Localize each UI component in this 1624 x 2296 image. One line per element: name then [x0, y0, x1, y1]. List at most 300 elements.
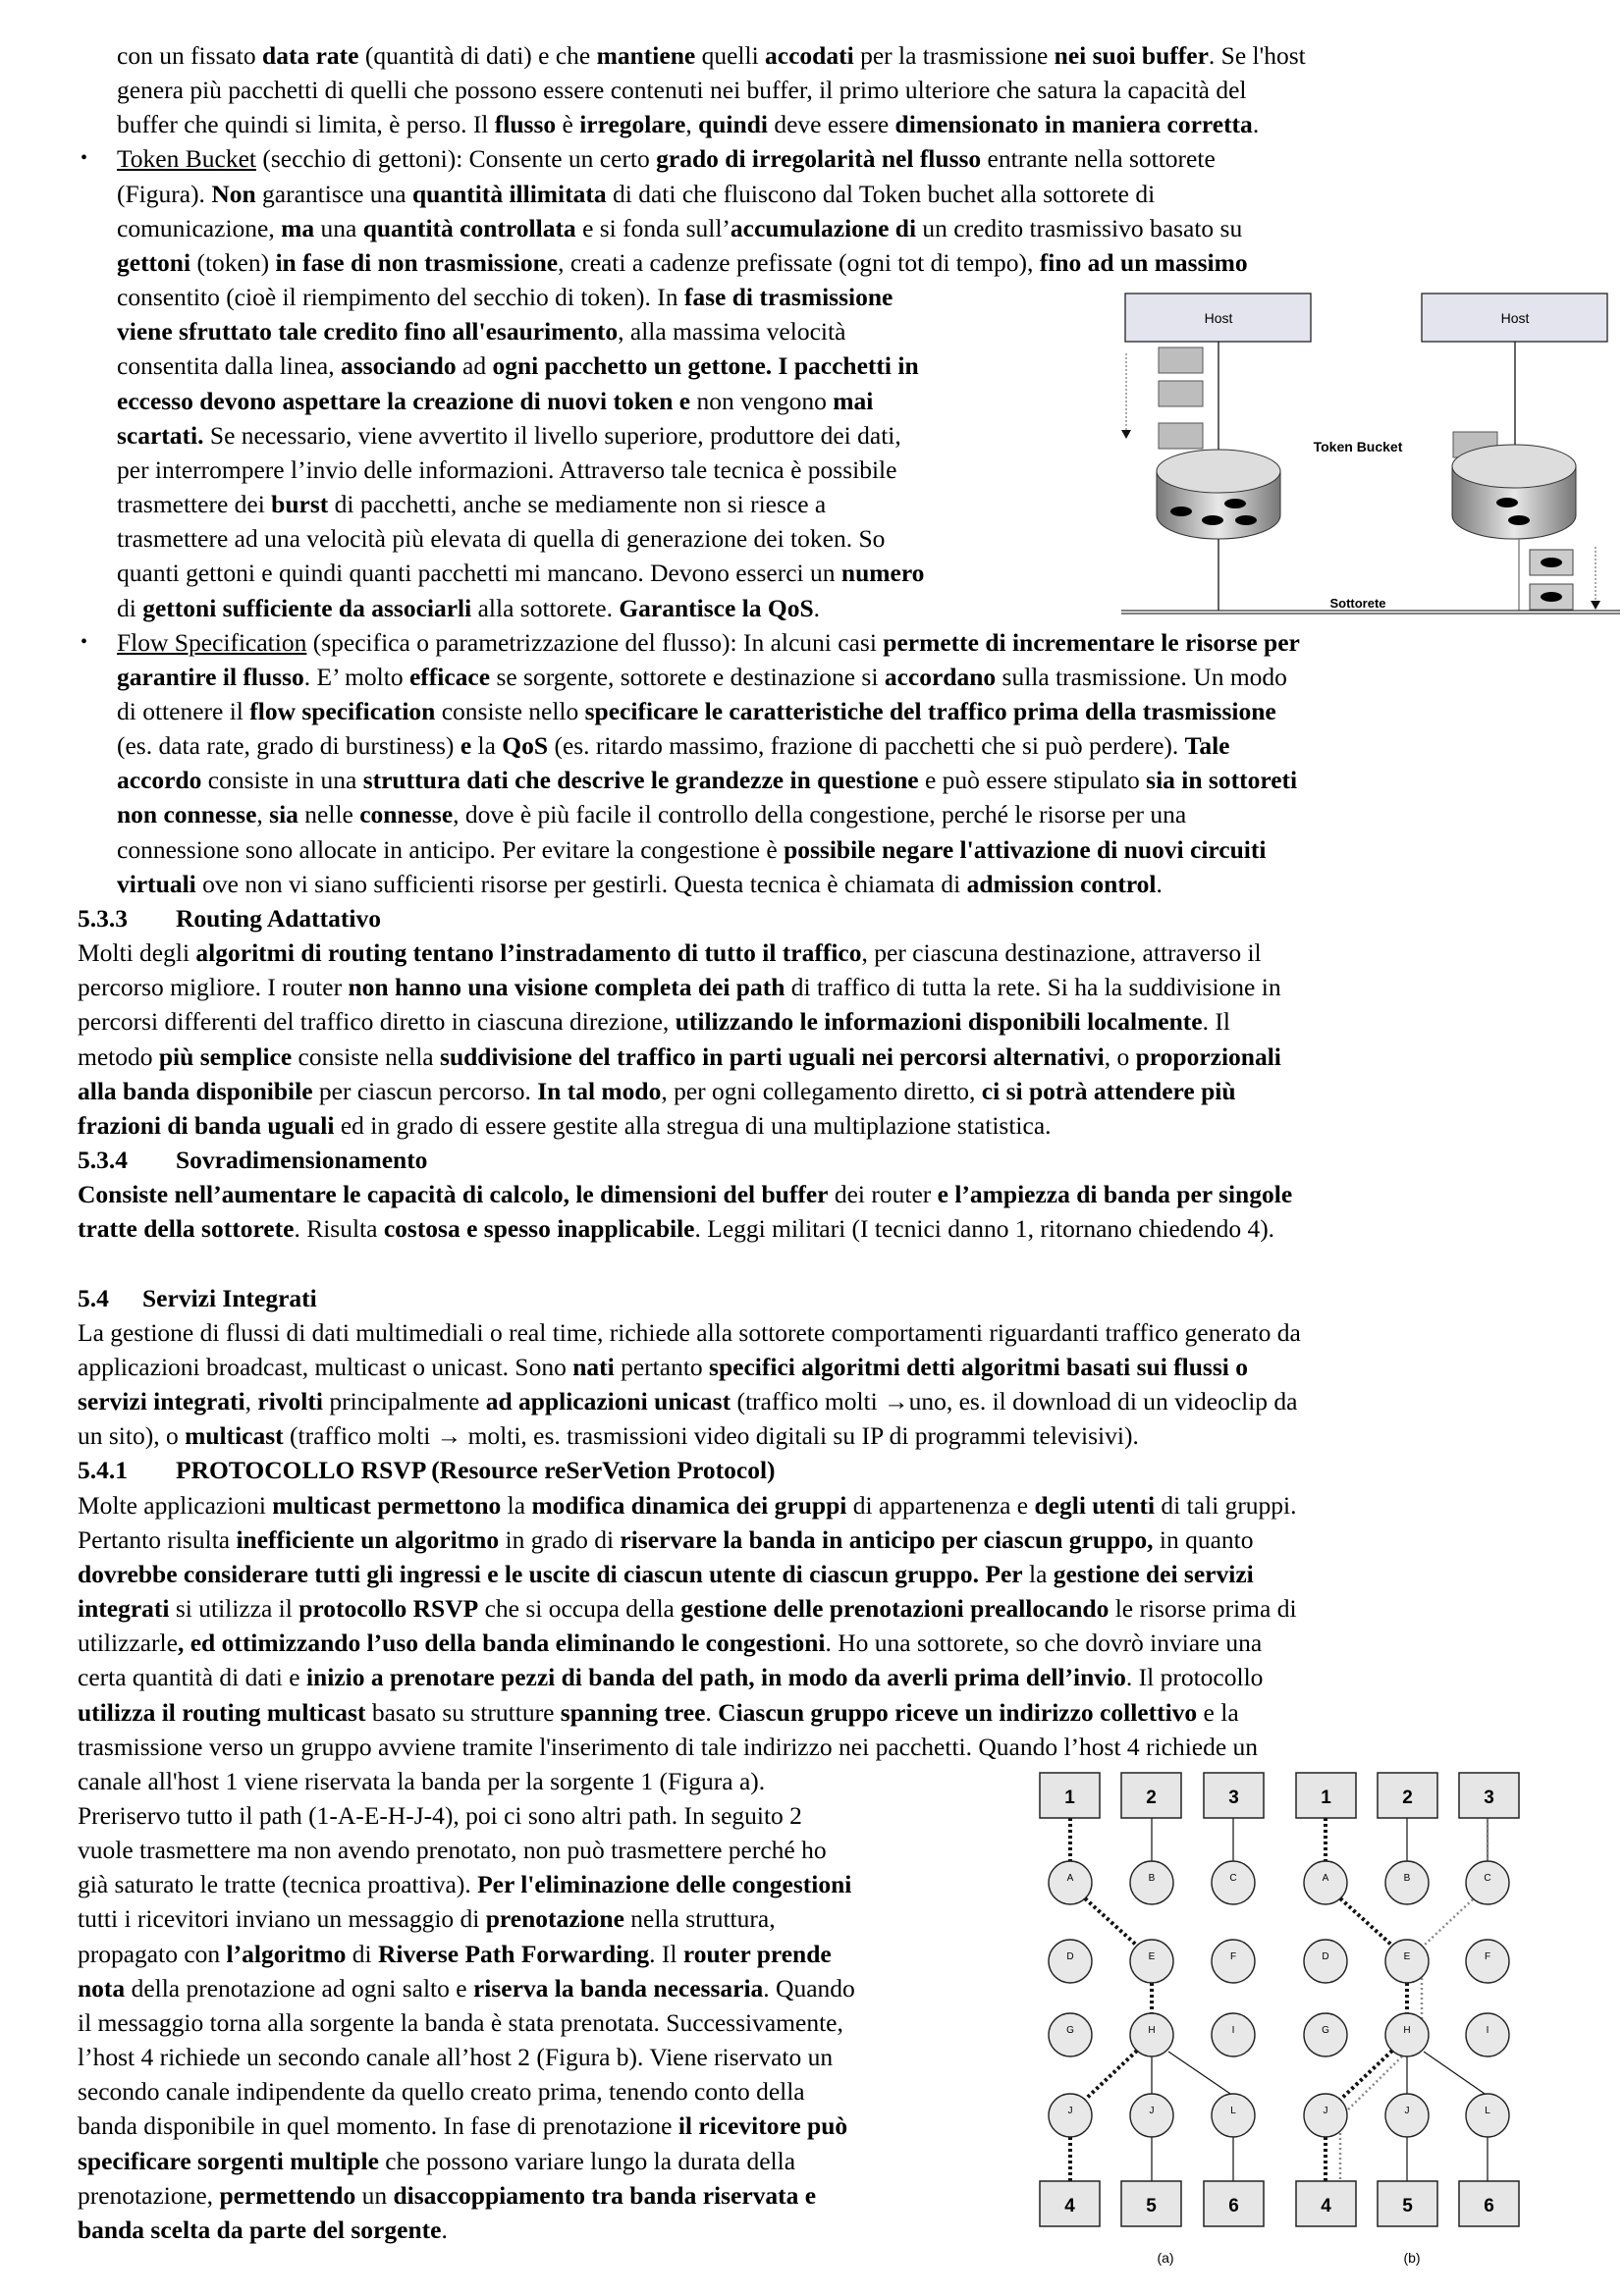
bold-text: inizio a prenotare pezzi di banda del path, in modo da averli prima dell’invio [305, 1663, 1126, 1692]
underlined-term: Token Bucket [117, 144, 256, 174]
text-run: è [556, 110, 580, 139]
bold-text: accodati [765, 41, 854, 70]
text-run: vuole trasmettere ma non avendo prenotato, non può trasmettere perché ho [78, 1836, 827, 1865]
section-heading [0, 1453, 1624, 1487]
text-run: trasmissione verso un gruppo avviene tramite l'inserimento di tale indirizzo nei pacchetti. Quando l’host 4 richiede un [78, 1732, 1259, 1761]
text-run: (traffico molti →uno, es. il download di un videoclip da [731, 1387, 1298, 1416]
bold-text: alla banda disponibile [78, 1076, 313, 1105]
text-line [0, 1108, 1624, 1143]
text-run: un credito trasmissivo basato su [916, 213, 1243, 242]
text-line [0, 1695, 1624, 1730]
text-line [0, 38, 1624, 73]
bold-text: il ricevitore può [677, 2111, 848, 2141]
bold-text: Tale [1184, 731, 1230, 761]
text-run: genera più pacchetti di quelli che possono essere contenuti nei buffer, il primo ulteriore che satura la capacità del [117, 76, 1247, 105]
bold-text: nati [572, 1352, 615, 1381]
host-label-left: Host [1204, 310, 1233, 326]
text-run: di ottenere il [117, 696, 250, 725]
text-line [0, 177, 1624, 211]
bold-text: irregolare [579, 110, 686, 139]
text-run: quanti gettoni e quindi quanti pacchetti mi mancano. Devono esserci un [117, 559, 841, 588]
text-run: non vengono [690, 386, 834, 415]
bold-text: dimensionato in maniera corretta [894, 110, 1253, 139]
text-run: la [501, 1490, 532, 1520]
router-label: I [1231, 2025, 1235, 2036]
text-line [0, 73, 1624, 107]
text-run: il messaggio torna alla sorgente la banda è stata prenotata. Successivamente, [78, 2007, 843, 2037]
router-label: H [1403, 2025, 1411, 2036]
text-line [0, 935, 1624, 970]
token-bucket-figure [1110, 275, 1624, 628]
bold-text: permettendo [219, 2180, 356, 2210]
router-label: L [1230, 2106, 1236, 2116]
bold-text: gettoni sufficiente da associarli [142, 593, 472, 622]
bold-text: In tal modo [537, 1076, 662, 1105]
text-run: trasmettere ad una velocità più elevata di quella di generazione dei token. So [117, 524, 886, 554]
text-run: La gestione di flussi di dati multimediali o real time, richiede alla sottorete comportamenti riguardanti traffico generato da [78, 1317, 1301, 1347]
text-run: (Figura). [117, 179, 212, 208]
bold-text: accordano [884, 662, 997, 691]
section-number: 5.3.4 [78, 1146, 128, 1174]
text-run: consiste in una [201, 766, 363, 795]
text-run: ed in grado di essere gestite alla stregua di una multiplazione statistica. [334, 1110, 1052, 1140]
source-host-label: 1 [1064, 1788, 1075, 1808]
text-run: tutti i ricevitori inviano un messaggio di [78, 1904, 486, 1934]
bold-text: utilizza il routing multicast [78, 1697, 366, 1727]
text-run: , creati a cadenze prefissate (ogni tot di tempo), [558, 247, 1040, 277]
text-line [0, 763, 1624, 797]
text-run: consiste nella [292, 1041, 441, 1071]
diagram-edge [1085, 2051, 1137, 2100]
bold-text: quantità illimitata [411, 179, 607, 208]
section-title: Servizi Integrati [142, 1283, 317, 1312]
bold-text: dovrebbe considerare tutti gli ingressi e le uscite di ciascun utente di ciascun gruppo. Per [78, 1559, 1023, 1588]
text-run: entrante nella sottorete [981, 144, 1216, 174]
text-run: . Il [1202, 1007, 1230, 1037]
text-run: trasmettere dei [117, 490, 272, 519]
text-run: (es. data rate, grado di burstiness) [117, 731, 460, 761]
text-run: la [471, 731, 503, 761]
text-line [0, 1004, 1624, 1039]
underlined-term: Flow Specification [117, 627, 307, 657]
section-number: 5.3.3 [78, 903, 128, 933]
bold-text: struttura dati che descrive le grandezze in questione [362, 766, 919, 795]
text-line [0, 211, 1624, 245]
text-run: di dati che fluiscono dal Token buchet alla sottorete di [606, 179, 1156, 208]
router-label: H [1148, 2025, 1156, 2036]
bold-text: non hanno una visione completa dei path [348, 973, 785, 1002]
bold-text: ad applicazioni unicast [485, 1387, 731, 1416]
token-bucket-label: Token Bucket [1313, 439, 1403, 454]
bold-text: associando [341, 351, 457, 381]
source-host-label: 3 [1484, 1788, 1494, 1808]
text-line [0, 832, 1624, 867]
bold-text: disaccoppiamento tra banda riservata e [393, 2180, 817, 2210]
text-run: le risorse prima di [1109, 1594, 1297, 1624]
bold-text: Per l'eliminazione delle congestioni [477, 1870, 852, 1899]
router-label: J [1149, 2106, 1155, 2116]
bold-text: Consiste nell’aumentare le capacità di calcolo, le dimensioni del buffer [78, 1180, 829, 1209]
bold-text: , ed ottimizzando l’uso della banda eliminando le congestioni [177, 1629, 826, 1658]
text-run: prenotazione, [78, 2180, 220, 2210]
text-run: , [244, 1387, 258, 1416]
text-line [0, 1384, 1624, 1418]
text-run: , o [1104, 1041, 1136, 1071]
text-run: . E’ molto [303, 662, 409, 691]
text-run: . [1156, 869, 1163, 898]
text-run: ad [456, 351, 493, 381]
text-run: , [685, 110, 699, 139]
text-line [0, 1246, 1624, 1280]
text-line [0, 1350, 1624, 1384]
text-run: (secchio di gettoni): Consente un certo [255, 144, 657, 174]
section-title: Routing Adattativo [176, 903, 381, 933]
diagram-edge [1085, 1898, 1137, 1946]
text-line [0, 1626, 1624, 1660]
text-line [0, 1074, 1624, 1108]
bold-text: multicast [185, 1421, 284, 1451]
source-host-label: 2 [1402, 1788, 1413, 1808]
bucket-right [1452, 445, 1576, 539]
section-heading [0, 1143, 1624, 1177]
bold-text: connesse [359, 800, 454, 829]
bold-text: gettoni [117, 247, 191, 277]
text-run: Se necessario, viene avvertito il livello superiore, produttore dei dati, [203, 420, 901, 450]
text-run: sulla trasmissione. Un modo [996, 662, 1287, 691]
bold-text: flusso [494, 110, 557, 139]
text-run: garantisce una [255, 179, 412, 208]
bold-text: scartati. [117, 420, 204, 450]
bold-text: viene sfruttato tale credito fino all'esaurimento [117, 317, 619, 347]
bold-text: burst [271, 490, 329, 519]
bold-text: quindi [698, 110, 768, 139]
bold-text: numero [840, 559, 925, 588]
bold-text: gestione dei servizi [1053, 1559, 1254, 1588]
bold-text: sia [269, 800, 298, 829]
text-run: ove non vi siano sufficienti risorse per gestirli. Questa tecnica è chiamata di [195, 869, 967, 898]
text-run: canale all'host 1 viene riservata la banda per la sorgente 1 (Figura a). [78, 1766, 766, 1795]
text-run: propagato con [78, 1939, 227, 1968]
bold-text: quantità controllata [362, 213, 576, 242]
bold-text: Garantisce la QoS [619, 593, 814, 622]
packets-right [1530, 550, 1573, 610]
receiver-host-label: 5 [1146, 2196, 1157, 2216]
bold-text: non connesse [117, 800, 257, 829]
text-line [0, 660, 1624, 694]
text-line [0, 1591, 1624, 1626]
text-line [0, 1557, 1624, 1591]
bold-text: ma [281, 213, 315, 242]
bold-text: riservare la banda in anticipo per ciascun gruppo, [620, 1524, 1154, 1554]
text-run: percorsi differenti del traffico diretto in ciascuna direzione, [78, 1007, 676, 1037]
router-label: D [1322, 1951, 1329, 1962]
text-run: di traffico di tutta la rete. Si ha la suddivisione in [785, 973, 1281, 1002]
bold-text: admission control [966, 869, 1157, 898]
text-run: (quantità di dati) e che [358, 41, 597, 70]
text-line [0, 1177, 1624, 1211]
text-line [0, 1418, 1624, 1453]
text-run: della prenotazione ad ogni salto e [125, 1973, 473, 2002]
receiver-host-label: 5 [1402, 2196, 1413, 2216]
text-run: che si occupa della [478, 1594, 681, 1624]
text-run: , per ciascuna destinazione, attraverso il [861, 938, 1262, 968]
bold-text: permette di incrementare le risorse per [883, 627, 1300, 657]
bold-text: frazioni di banda uguali [78, 1110, 335, 1140]
text-line [0, 1660, 1624, 1694]
router-label: L [1485, 2106, 1490, 2116]
router-label: F [1229, 1951, 1237, 1962]
router-label: J [1404, 2106, 1410, 2116]
text-run: . [813, 593, 821, 622]
text-run: una [314, 213, 363, 242]
receiver-host-label: 6 [1484, 2196, 1494, 2216]
router-label: I [1486, 2025, 1489, 2036]
router-label: D [1066, 1951, 1074, 1962]
text-run: di pacchetti, anche se mediamente non si riesce a [328, 490, 827, 519]
text-run: di tali gruppi. [1155, 1490, 1297, 1520]
section-heading [0, 1281, 1624, 1315]
text-line [0, 797, 1624, 831]
text-run: nella struttura, [623, 1904, 776, 1934]
bold-text: servizi integrati [78, 1387, 245, 1416]
text-run: . Il [649, 1939, 683, 1968]
bold-text: in fase di non trasmissione [275, 247, 559, 277]
bold-text: accumulazione di [730, 213, 917, 242]
text-run: consentito (cioè il riempimento del secchio di token). In [117, 283, 684, 312]
text-run: di [346, 1939, 378, 1968]
router-label: A [1322, 1873, 1329, 1884]
text-run: principalmente [322, 1387, 486, 1416]
bold-text: prenotazione [485, 1904, 624, 1934]
bold-text: l’algoritmo [226, 1939, 347, 1968]
diagram-edge [1340, 1898, 1392, 1946]
text-run: Preriservo tutto il path (1-A-E-H-J-4), poi ci sono altri path. In seguito 2 [78, 1800, 802, 1830]
text-run: si utilizza il [169, 1594, 299, 1624]
text-line [0, 694, 1624, 728]
text-run: . Leggi militari (I tecnici danno 1, ritornano chiedendo 4). [694, 1214, 1275, 1244]
bold-text: efficace [408, 662, 491, 691]
bold-text: utilizzando le informazioni disponibili localmente [675, 1007, 1203, 1037]
bold-text: nota [78, 1973, 126, 2002]
bold-text: mai [833, 386, 874, 415]
receiver-host-label: 6 [1228, 2196, 1239, 2216]
bold-text: ogni pacchetto un gettone. I pacchetti in [492, 351, 919, 381]
bold-text: protocollo RSVP [298, 1594, 479, 1624]
bold-text: multicast permettono [272, 1490, 502, 1520]
router-label: F [1484, 1951, 1491, 1962]
bold-text: router prende [682, 1939, 832, 1968]
text-run: deve essere [767, 110, 895, 139]
text-run: . [441, 2215, 448, 2244]
diagram-edge [1168, 2052, 1233, 2096]
text-run: di [117, 593, 143, 622]
bold-text: inefficiente un algoritmo [236, 1524, 500, 1554]
text-run: secondo canale indipendente da quello creato prima, tenendo conto della [78, 2077, 805, 2107]
text-run: per interrompere l’invio delle informazioni. Attraverso tale tecnica è possibile [117, 454, 897, 484]
text-run: (traffico molti → molti, es. trasmissioni video digitali su IP di programmi televisivi). [283, 1421, 1139, 1451]
text-run: utilizzarle [78, 1629, 178, 1658]
text-line [0, 625, 1624, 660]
text-run: dei router [828, 1180, 938, 1209]
text-run: consiste nello [435, 696, 585, 725]
bullet-icon: • [81, 630, 88, 653]
bold-text: Ciascun gruppo riceve un indirizzo collettivo [718, 1697, 1198, 1727]
bold-text: accordo [117, 766, 202, 795]
bold-text: specificare le caratteristiche del traffico prima della trasmissione [584, 696, 1276, 725]
text-run: già saturato le tratte (tecnica proattiva). [78, 1870, 478, 1899]
text-line [0, 1211, 1624, 1246]
bold-text: costosa e spesso inapplicabile [383, 1214, 695, 1244]
source-host-label: 2 [1146, 1788, 1157, 1808]
bold-text: data rate [262, 41, 359, 70]
bold-text: banda scelta da parte del sorgente [78, 2215, 442, 2244]
bold-text: degli utenti [1034, 1490, 1156, 1520]
text-run: in quanto [1153, 1524, 1254, 1554]
text-run: alla sottorete. [471, 593, 620, 622]
bold-text: riserva la banda necessaria [472, 1973, 764, 2002]
text-run: un sito), o [78, 1421, 186, 1451]
router-label: J [1067, 2106, 1073, 2116]
text-run: Molte applicazioni [78, 1490, 273, 1520]
text-run: (token) [190, 247, 276, 277]
figure-caption: (a) [1157, 2250, 1174, 2266]
text-run: metodo [78, 1041, 159, 1071]
text-run: nelle [298, 800, 360, 829]
text-run: consentita dalla linea, [117, 351, 341, 381]
bold-text: sia in sottoreti [1146, 766, 1298, 795]
text-run: un [355, 2180, 394, 2210]
text-run: . [705, 1697, 719, 1727]
text-run: basato su strutture [365, 1697, 561, 1727]
bold-text: algoritmi di routing tentano l’instradamento di tutto il traffico [195, 938, 862, 968]
section-title: PROTOCOLLO RSVP (Resource reSerVetion Protocol) [176, 1456, 776, 1485]
bold-text: gestione delle prenotazioni preallocando [680, 1594, 1110, 1624]
bold-text: suddivisione del traffico in parti uguali nei percorsi alternativi [440, 1041, 1105, 1071]
router-label: G [1066, 2025, 1074, 2036]
text-run: . Quando [763, 1973, 855, 2002]
text-run: . Se l'host [1208, 41, 1306, 70]
bold-text: più semplice [158, 1041, 293, 1071]
text-run: in grado di [499, 1524, 621, 1554]
bold-text: eccesso devono aspettare la creazione di nuovi token e [117, 386, 691, 415]
receiver-host-label: 4 [1064, 2196, 1075, 2216]
router-label: E [1148, 1951, 1156, 1962]
text-line [0, 1040, 1624, 1074]
host-label-right: Host [1500, 310, 1530, 326]
text-run: , alla massima velocità [618, 317, 846, 347]
text-run: che possono variare lungo la durata della [378, 2146, 796, 2175]
text-line [0, 1488, 1624, 1522]
router-label: G [1322, 2025, 1329, 2036]
router-label: C [1229, 1873, 1237, 1884]
bold-text: fino ad un massimo [1039, 247, 1248, 277]
bold-text: virtuali [117, 869, 196, 898]
text-run: , dove è più facile il controllo della congestione, perché le risorse per una [453, 800, 1187, 829]
bold-text: spanning tree [560, 1697, 706, 1727]
text-run: (es. ritardo massimo, frazione di pacchetti che si può perdere). [548, 731, 1185, 761]
bold-text: integrati [78, 1594, 170, 1624]
text-run: e può essere stipulato [918, 766, 1147, 795]
text-run: per la trasmissione [853, 41, 1055, 70]
source-host-label: 1 [1321, 1788, 1331, 1808]
text-run: e la [1197, 1697, 1239, 1727]
text-line [0, 1522, 1624, 1557]
text-run: , per ogni collegamento diretto, [661, 1076, 982, 1105]
text-run: , [256, 800, 270, 829]
packets-left [1159, 347, 1203, 449]
text-run: la [1022, 1559, 1054, 1588]
text-run: se sorgente, sottorete e destinazione si [490, 662, 885, 691]
text-run: Molti degli [78, 938, 196, 968]
text-run: e si fonda sull’ [575, 213, 731, 242]
text-run: l’host 4 richiede un secondo canale all’host 2 (Figura b). Viene riservato un [78, 2043, 834, 2072]
router-label: J [1323, 2106, 1328, 2116]
text-run: . [1252, 110, 1260, 139]
section-title: Sovradimensionamento [176, 1146, 428, 1174]
router-label: B [1148, 1873, 1156, 1884]
text-line [0, 1315, 1624, 1350]
text-run: (specifica o parametrizzazione del flusso): In alcuni casi [306, 627, 884, 657]
text-run: percorso migliore. I router [78, 973, 349, 1002]
bold-text: modifica dinamica dei gruppi [531, 1490, 847, 1520]
sottorete-label: Sottorete [1329, 596, 1386, 611]
bold-text: mantiene [596, 41, 696, 70]
router-label: A [1066, 1873, 1074, 1884]
text-line [0, 867, 1624, 901]
bold-text: e l’ampiezza di banda per singole [937, 1180, 1293, 1209]
bold-text: grado di irregolarità nel flusso [656, 144, 982, 174]
bold-text: QoS [502, 731, 549, 761]
bold-text: nei suoi buffer [1054, 41, 1209, 70]
text-run: quelli [695, 41, 766, 70]
bold-text: proporzionali [1135, 1041, 1281, 1071]
text-line [0, 970, 1624, 1004]
bold-text: Riverse Path Forwarding [377, 1939, 650, 1968]
bullet-icon: • [81, 147, 88, 170]
bold-text: specificare sorgenti multiple [78, 2146, 379, 2175]
diagram-edge [1424, 1899, 1473, 1946]
bold-text: Non [211, 179, 256, 208]
source-host-label: 3 [1228, 1788, 1239, 1808]
router-label: C [1484, 1873, 1491, 1884]
section-number: 5.4.1 [78, 1456, 128, 1485]
router-label: B [1403, 1873, 1411, 1884]
text-run: connessione sono allocate in anticipo. Per evitare la congestione è [117, 834, 785, 864]
diagram-edge [1424, 2052, 1488, 2096]
bold-text: tratte della sottorete [78, 1214, 295, 1244]
bold-text: specifici algoritmi detti algoritmi basati sui flussi o [709, 1352, 1248, 1381]
router-label: E [1403, 1951, 1411, 1962]
bold-text: possibile negare l'attivazione di nuovi circuiti [784, 834, 1267, 864]
rsvp-figure [1021, 1757, 1624, 2296]
text-line [0, 728, 1624, 763]
bold-text: garantire il flusso [117, 662, 304, 691]
bucket-left [1157, 450, 1280, 539]
text-run: per ciascun percorso. [312, 1076, 538, 1105]
text-run: con un fissato [117, 41, 263, 70]
bold-text: e [460, 731, 472, 761]
text-run: Pertanto risulta [78, 1524, 237, 1554]
text-run: applicazioni broadcast, multicast o unicast. Sono [78, 1352, 573, 1381]
section-number: 5.4 [78, 1283, 109, 1312]
bold-text: rivolti [257, 1387, 323, 1416]
bold-text: ci si potrà attendere più [981, 1076, 1236, 1105]
text-run: certa quantità di dati e [78, 1663, 306, 1692]
text-run: banda disponibile in quel momento. In fase di prenotazione [78, 2111, 678, 2141]
receiver-host-label: 4 [1321, 2196, 1331, 2216]
text-run: . Il protocollo [1125, 1663, 1264, 1692]
bold-text: fase di trasmissione [683, 283, 893, 312]
